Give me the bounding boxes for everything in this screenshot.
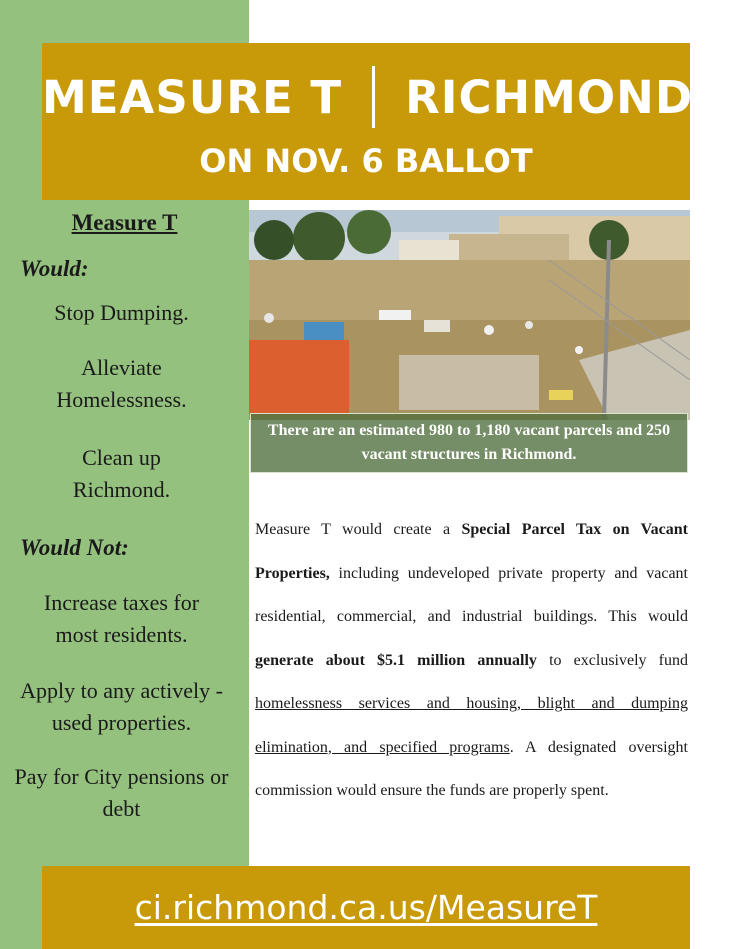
page-subtitle: ON NOV. 6 BALLOT <box>199 142 533 180</box>
sidebar-heading: Measure T <box>71 210 178 235</box>
body-text: including undeveloped private property and vacant residential, commercial, and industrial buildings. This would <box>255 564 688 625</box>
body-bold-text: generate about $5.1 million annually <box>255 651 537 669</box>
body-text: . A designated oversight commission would ensure the funds are properly spent. <box>255 738 688 799</box>
would-label: Would: <box>20 256 89 281</box>
footer-banner <box>42 866 690 949</box>
would-item: Alleviate Homelessness. <box>56 355 187 412</box>
body-text: to exclusively fund <box>536 651 689 669</box>
measure-description <box>255 508 688 813</box>
body-underlined-text: homelessness services and housing, blight and dumping elimination, and specified programs <box>255 695 688 756</box>
header-banner <box>42 43 694 200</box>
page-title <box>42 65 694 132</box>
would-item: Clean up Richmond. <box>72 445 171 502</box>
title-measure: MEASURE T <box>42 71 343 124</box>
would-not-item: Increase taxes for most residents. <box>43 590 200 647</box>
would-not-item: Apply to any actively -used properties. <box>20 678 223 735</box>
body-bold-text: Special Parcel Tax on Vacant Properties, <box>255 521 688 582</box>
would-not-label: Would Not: <box>20 535 129 560</box>
photo-caption: There are an estimated 980 to 1,180 vacant parcels and 250 vacant structures in Richmond. <box>250 413 688 473</box>
body-text: Measure T would create a <box>255 521 462 538</box>
website-link[interactable]: ci.richmond.ca.us/MeasureT <box>134 888 598 927</box>
would-item: Stop Dumping. <box>54 300 189 325</box>
would-not-item: Pay for City pensions or debt <box>14 764 229 821</box>
title-city: RICHMOND <box>405 71 694 124</box>
title-separator <box>372 66 375 128</box>
